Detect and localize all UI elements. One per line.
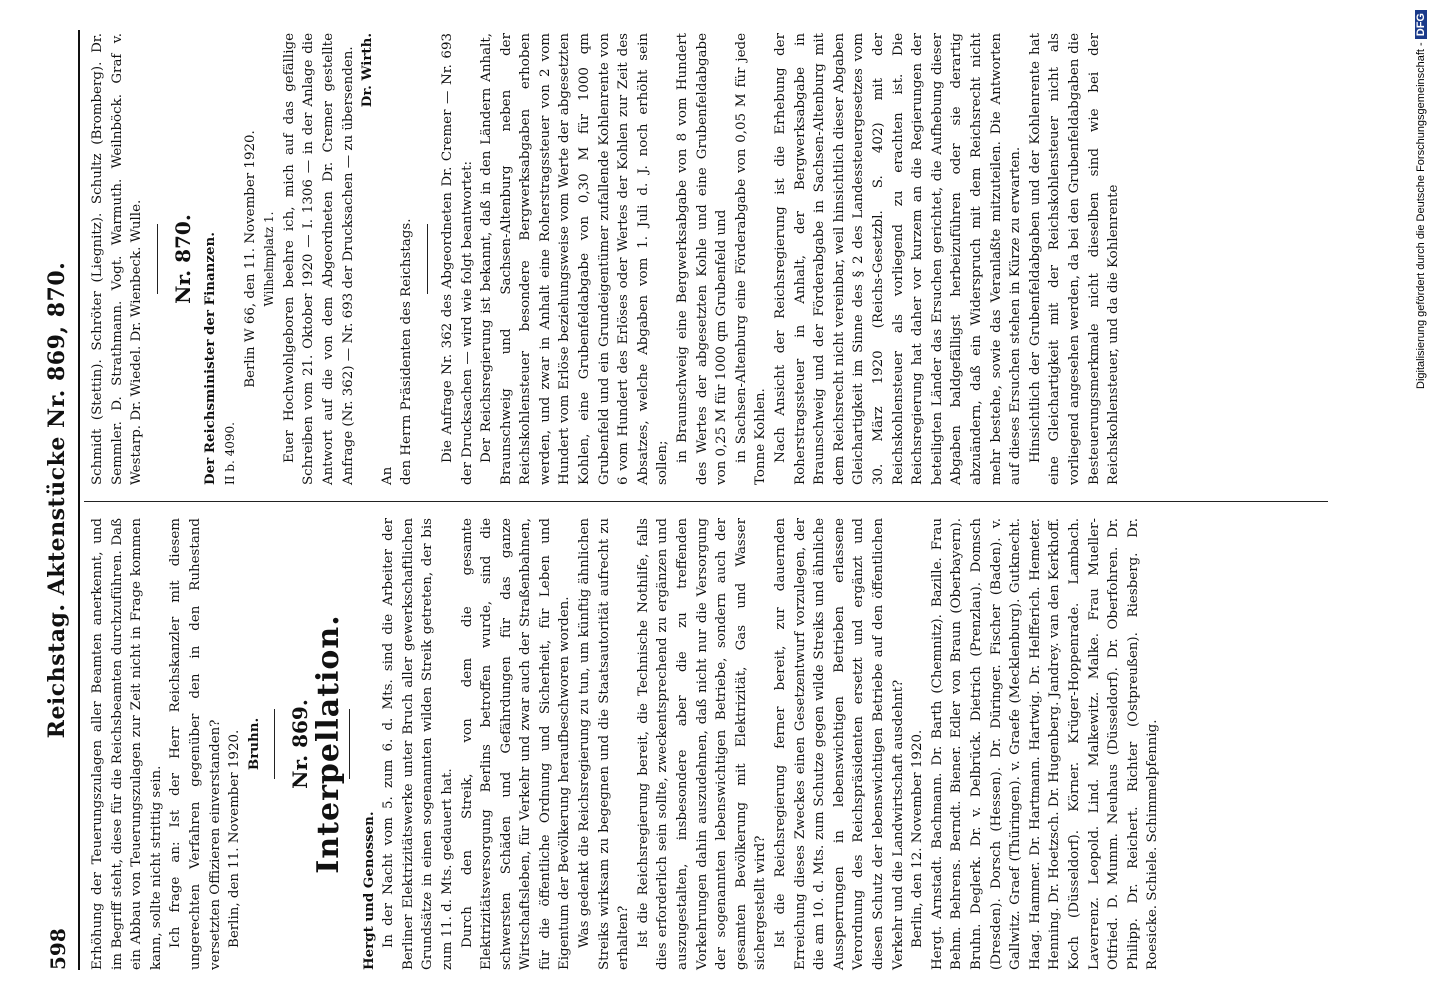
divider-rule <box>274 709 275 779</box>
answer-paragraph: in Braunschweig eine Bergwerksabgabe von 8 vom Hundert des Wertes der abgesetzten Kohle und eine Grubenfeldabgabe von 0,25 M für 1000 qm Grubenfeld und <box>675 33 730 485</box>
ministry-name: Der Reichsminister der Finanzen. <box>202 232 219 485</box>
signatories-list: Hergt. Arnstadt. Bachmann. Dr. Barth (Chemnitz). Bazille. Frau Behm. Behrens. Berndt. Biener. Edler von Braun (Oberbayern). Bruhn. Deglerk. Dr. v. Delbrück. Dietrich (Prenzlau). Domsch (Dresden). Dorsch (Hessen). Dr. Düringer. Fischer (Baden). v. Gallwitz. Graef (Thüringen). v. Graefe (Mecklenburg). Gutknecht. Haag. Hammer. Dr. Hartmann. Hartwig. Dr. Helfferich. Hemeter. Henning. Dr. Hoetzsch. Dr. Hugenberg. Jandrey. van den Kerkhoff. Koch (Düsseldorf). Körner. Krüger-Hoppenrade. Lambach. Laverrenz. Leopold. Lind. Malkewitz. Malke. Frau Mueller-Otfried. D. Mumm. Neuhaus (Düsseldorf). Dr. Oberfohren. Dr. Philipp. Dr. Reichert. Richter (Ostpreußen). Riesberg. Dr. Roesicke. Schiele. Schimmelpfennig. <box>929 518 1161 970</box>
answer-paragraph: Der Reichsregierung ist bekannt, daß in den Ländern Anhalt, Braunschweig und Sachsen-Altenburg neben der Reichskohlensteuer besondere Bergwerksabgaben erhoben werden, und zwar in Anhalt eine Roherstragssteuer von 2 vom Hundert vom Erlöse beziehungsweise vom Werte der abgesetzten Kohlen, eine Grubenfeldabgabe von 0,30 M für 1000 qm Grubenfeld und ein Grundeigentümer zufallende Kohlenrente von 6 vom Hundert des Erlöses oder Wertes der Kohlen zur Zeit des Absatzes, welche Abgaben vom 1. Juli d. J. noch erhöht sein sollen; <box>479 33 671 485</box>
credit-text: Digitalisierung gefördert durch die Deutsche Forschungsgemeinschaft - <box>1415 42 1427 389</box>
signatories-continued: Schmidt (Stettin). Schröter (Liegnitz). Schultz (Bromberg). Dr. Semmler. D. Strathmann. Vogt. Warmuth. Weilnböck. Graf v. Westarp. Dr. Wiedel. Dr. Wienbeck. Wulle. <box>90 33 145 485</box>
page-header <box>42 30 80 970</box>
body-paragraph: Ist die Reichsregierung ferner bereit, zur dauernden Erreichung dieses Zweckes einen Gesetzentwurf vorzulegen, der die am 10. d. Mts. zum Schutze gegen wilde Streiks und ähnliche Aussperrungen in lebenswichtigen Betrieben erlassene Verordnung des Reichspräsidenten ersetzt und ergänzt und diesen Schutz der lebenswichtigen Betriebe auf den öffentlichen Verkehr und die Landwirtschaft ausdehnt? <box>773 518 906 970</box>
column-divider <box>84 501 1328 502</box>
signer-name: Bruhn. <box>245 717 262 771</box>
date-line: Berlin, den 11. November 1920. <box>227 729 243 948</box>
address-line: Wilhelmplatz 1. <box>262 211 277 307</box>
dfg-logo: DFG <box>1415 10 1427 39</box>
left-column <box>88 518 1330 970</box>
recipient-line: den Herrn Präsidenten des Reichstags. <box>399 218 415 485</box>
body-paragraph: Was gedenkt die Reichsregierung zu tun, um künftig ähnlichen Streiks wirksam zu begegnen und die Staatsautorität aufrecht zu erhalten? <box>577 518 632 970</box>
letter-paragraph: Euer Hochwohlgeboren beehre ich, mich auf das gefällige Schreiben vom 21. Oktober 1920 — I. 1306 — in der Anlage die Antwort auf die von dem Abgeordneten Dr. Cremer gestellte Anfrage (Nr. 362) — Nr. 693 der Drucksachen — zu übersenden. <box>281 33 356 485</box>
page-title: Reichstag. Aktenstücke Nr. 869, 870. <box>44 261 70 739</box>
intro-paragraph: Erhöhung der Teuerungszulagen aller Beamten anerkennt, und im Begriff steht, diese für die Reichsbeamten durchzuführen. Daß ein Abbau von Teuerungszulagen zur Zeit nicht in Frage kommen kann, sollte nicht strittig sein. <box>90 518 164 970</box>
divider-rule <box>157 224 158 294</box>
interpellation-heading: Interpellation. <box>310 614 346 874</box>
body-paragraph: Ist die Reichsregierung bereit, die Technische Nothilfe, falls dies erforderlich sein sollte, zweckentsprechend zu ergänzen und auszugestalten, insbesondere aber die zu treffenden Vorkehrungen dahin auszudehnen, daß nicht nur die Versorgung der sogenannten lebenswichtigen Betriebe, sondern auch der gesamten Bevölkerung mit Elektrizität, Gas und Wasser sichergestellt wird? <box>635 518 769 970</box>
submitter-line: Hergt und Genossen. <box>360 811 377 970</box>
answer-paragraph: Nach Ansicht der Reichsregierung ist die Erhebung der Roherstragssteuer in Anhalt, der Bergwerksabgabe in Braunschweig und der Förderabgabe in Sachsen-Altenburg mit dem Reichsrecht nicht vereinbar, weil hinsichtlich dieser Abgaben Gleichartigkeit im Sinne des § 2 des Landessteuergesetzes vom 30. März 1920 (Reichs-Gesetzbl. S. 402) mit der Reichskohlensteuer als vorliegend zu erachten ist. Die Reichsregierung hat daher vor kurzem an die Regierungen der beteiligten Länder das Ersuchen gerichtet, die Aufhebung dieser Abgaben baldgefälligst herbeizuführen oder sie derartig abzuändern, daß ein Widerspruch mit dem Reichsrecht nicht mehr bestehe, sowie das Veranlaßte mitzuteilen. Die Antworten auf dieses Ersuchen stehen in Kürze zu erwarten. <box>773 33 1024 485</box>
answer-paragraph: in Sachsen-Altenburg eine Förderabgabe von 0,05 M für jede Tonne Kohlen. <box>733 33 769 485</box>
body-paragraph: Durch den Streik, von dem die gesamte Elektrizitätsversorgung Berlins betroffen wurde, sind die schwersten Schäden und Gefährdungen für das ganze Wirtschaftsleben, für Verkehr und zwar auch der Straßenbahnen, für die öffentliche Ordnung und Sicherheit, für Leben und Eigentum der Bevölkerung heraufbeschworen worden. <box>459 518 573 970</box>
signer-name: Dr. Wirth. <box>359 33 376 108</box>
address-an: An <box>379 466 395 485</box>
body-paragraph: In der Nacht vom 5. zum 6. d. Mts. sind die Arbeiter der Berliner Elektrizitätswerke unter Bruch aller gewerkschaftlichen Grundsätze in einen sogenannten wilden Streik getreten, der bis zum 11. d. Mts. gedauert hat. <box>381 518 455 970</box>
ministry-reference: II b. 4090. <box>222 422 237 485</box>
anfrage-intro: Die Anfrage Nr. 362 des Abgeordneten Dr. Cremer — Nr. 693 der Drucksachen — wird wie folgt beantwortet: <box>439 33 475 485</box>
date-line: Berlin, den 12. November 1920. <box>910 729 926 948</box>
page-number: 598 <box>46 928 70 970</box>
question-paragraph: Ich frage an: Ist der Herr Reichskanzler mit diesem ungerechten Verfahren gegenüber den in den Ruhestand versetzten Offizieren einverstanden? <box>168 518 223 970</box>
document-number-869: Nr. 869. <box>288 699 313 789</box>
digitization-credit <box>1412 10 1430 990</box>
divider-rule <box>349 709 350 779</box>
document-number-870: Nr. 870. <box>170 214 195 304</box>
place-date-line: Berlin W 66, den 11. November 1920. <box>242 130 258 388</box>
answer-paragraph: Hinsichtlich der Grubenfeldabgaben und der Kohlenrente hat eine Gleichartigkeit mit der Reichskohlensteuer nicht als vorliegend angesehen werden, da bei den Grubenfeldabgaben die Besteuerungsmerkmale nicht dieselben sind wie bei der Reichskohlensteuer, und da die Kohlenrente <box>1027 33 1122 485</box>
divider-rule <box>427 224 428 294</box>
right-column <box>88 33 1330 485</box>
